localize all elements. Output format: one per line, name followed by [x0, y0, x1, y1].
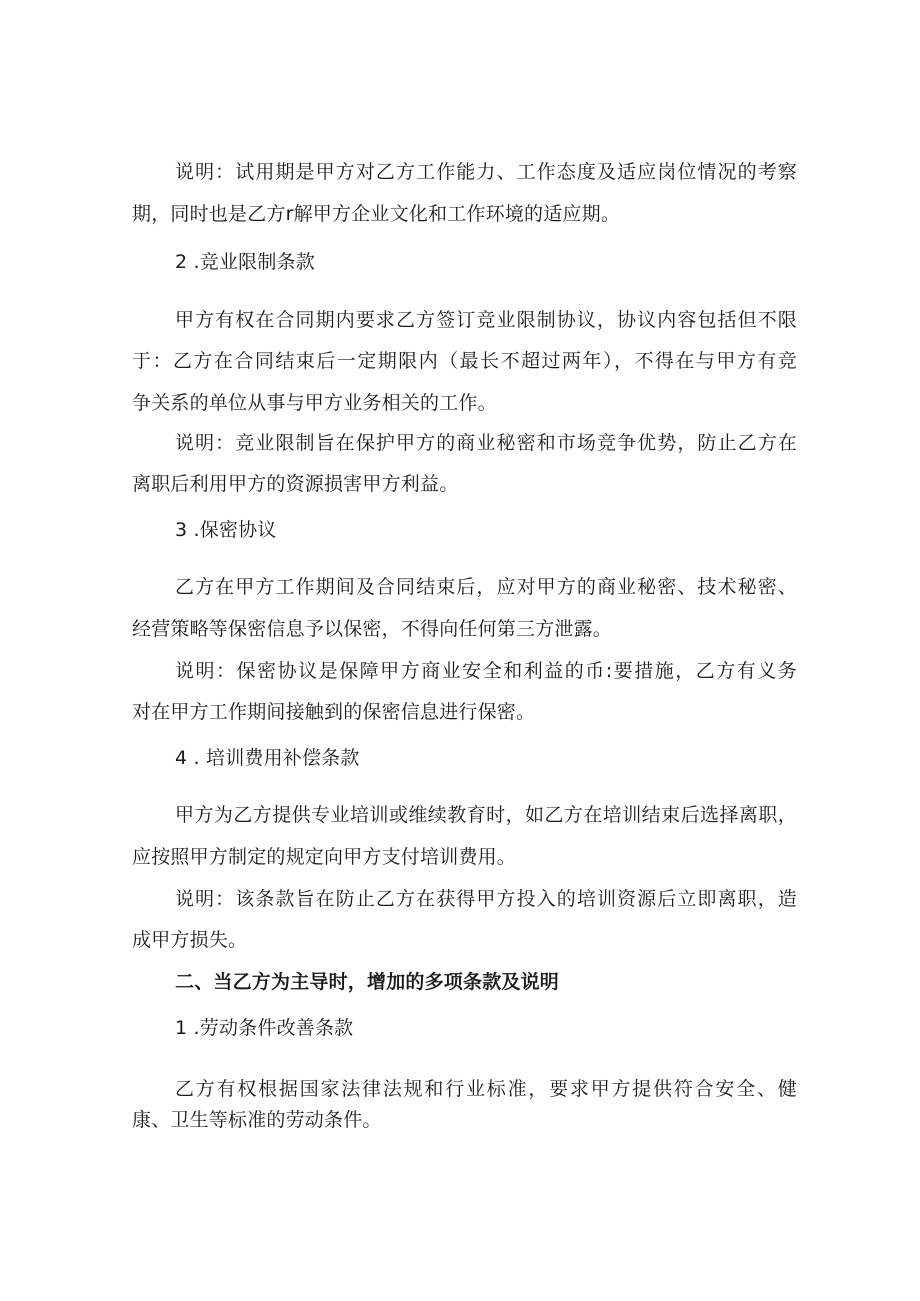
- clause-heading: 1 .劳动条件改善条款: [175, 1017, 354, 1039]
- paragraph-line: 期，同时也是乙方r解甲方企业文化和工作环境的适应期。: [132, 203, 621, 225]
- paragraph-line: 于：乙方在合同结束后一定期限内（最长不超过两年），不得在与甲方有竞: [132, 350, 797, 372]
- paragraph-line: 乙方有权根据国家法律法规和行业标准，要求甲方提供符合安全、健: [175, 1078, 797, 1100]
- clause-heading: 4 . 培训费用补偿条款: [175, 747, 360, 769]
- paragraph-line: 应按照甲方制定的规定向甲方支付培训费用。: [132, 846, 517, 868]
- clause-heading: 2 .竞业限制条款: [175, 251, 315, 273]
- paragraph-line: 说明：试用期是甲方对乙方工作能力、工作态度及适应岗位情况的考察: [175, 161, 797, 183]
- paragraph-line: 成甲方损失。: [132, 929, 248, 951]
- section-heading: 二、当乙方为主导时，增加的多项条款及说明: [175, 971, 560, 993]
- paragraph-line: 经营策略等保密信息予以保密，不得向任何第三方泄露。: [132, 618, 613, 640]
- paragraph-line: 说明：竞业限制旨在保护甲方的商业秘密和市场竞争优势，防止乙方在: [175, 432, 797, 454]
- paragraph-line: 康、卫生等标准的劳动条件。: [132, 1109, 382, 1131]
- clause-heading: 3 .保密协议: [175, 519, 277, 541]
- paragraph-line: 说明：该条款旨在防止乙方在获得甲方投入的培训资源后立即离职，造: [175, 888, 797, 910]
- paragraph-line: 甲方有权在合同期内要求乙方签订竞业限制协议，协议内容包括但不限: [175, 309, 797, 331]
- paragraph-line: 乙方在甲方工作期间及合同结束后，应对甲方的商业秘密、技术秘密、: [175, 576, 797, 598]
- paragraph-line: 说明：保密协议是保障甲方商业安全和利益的币:要措施，乙方有义务: [175, 660, 797, 682]
- paragraph-line: 甲方为乙方提供专业培训或维续教育时，如乙方在培训结束后选择离职，: [175, 804, 797, 826]
- paragraph-line: 对在甲方工作期间接触到的保密信息进行保密。: [132, 701, 536, 723]
- paragraph-line: 争关系的单位从事与甲方业务相关的工作。: [132, 392, 497, 414]
- paragraph-line: 离职后利用甲方的资源损害甲方利益。: [132, 473, 459, 495]
